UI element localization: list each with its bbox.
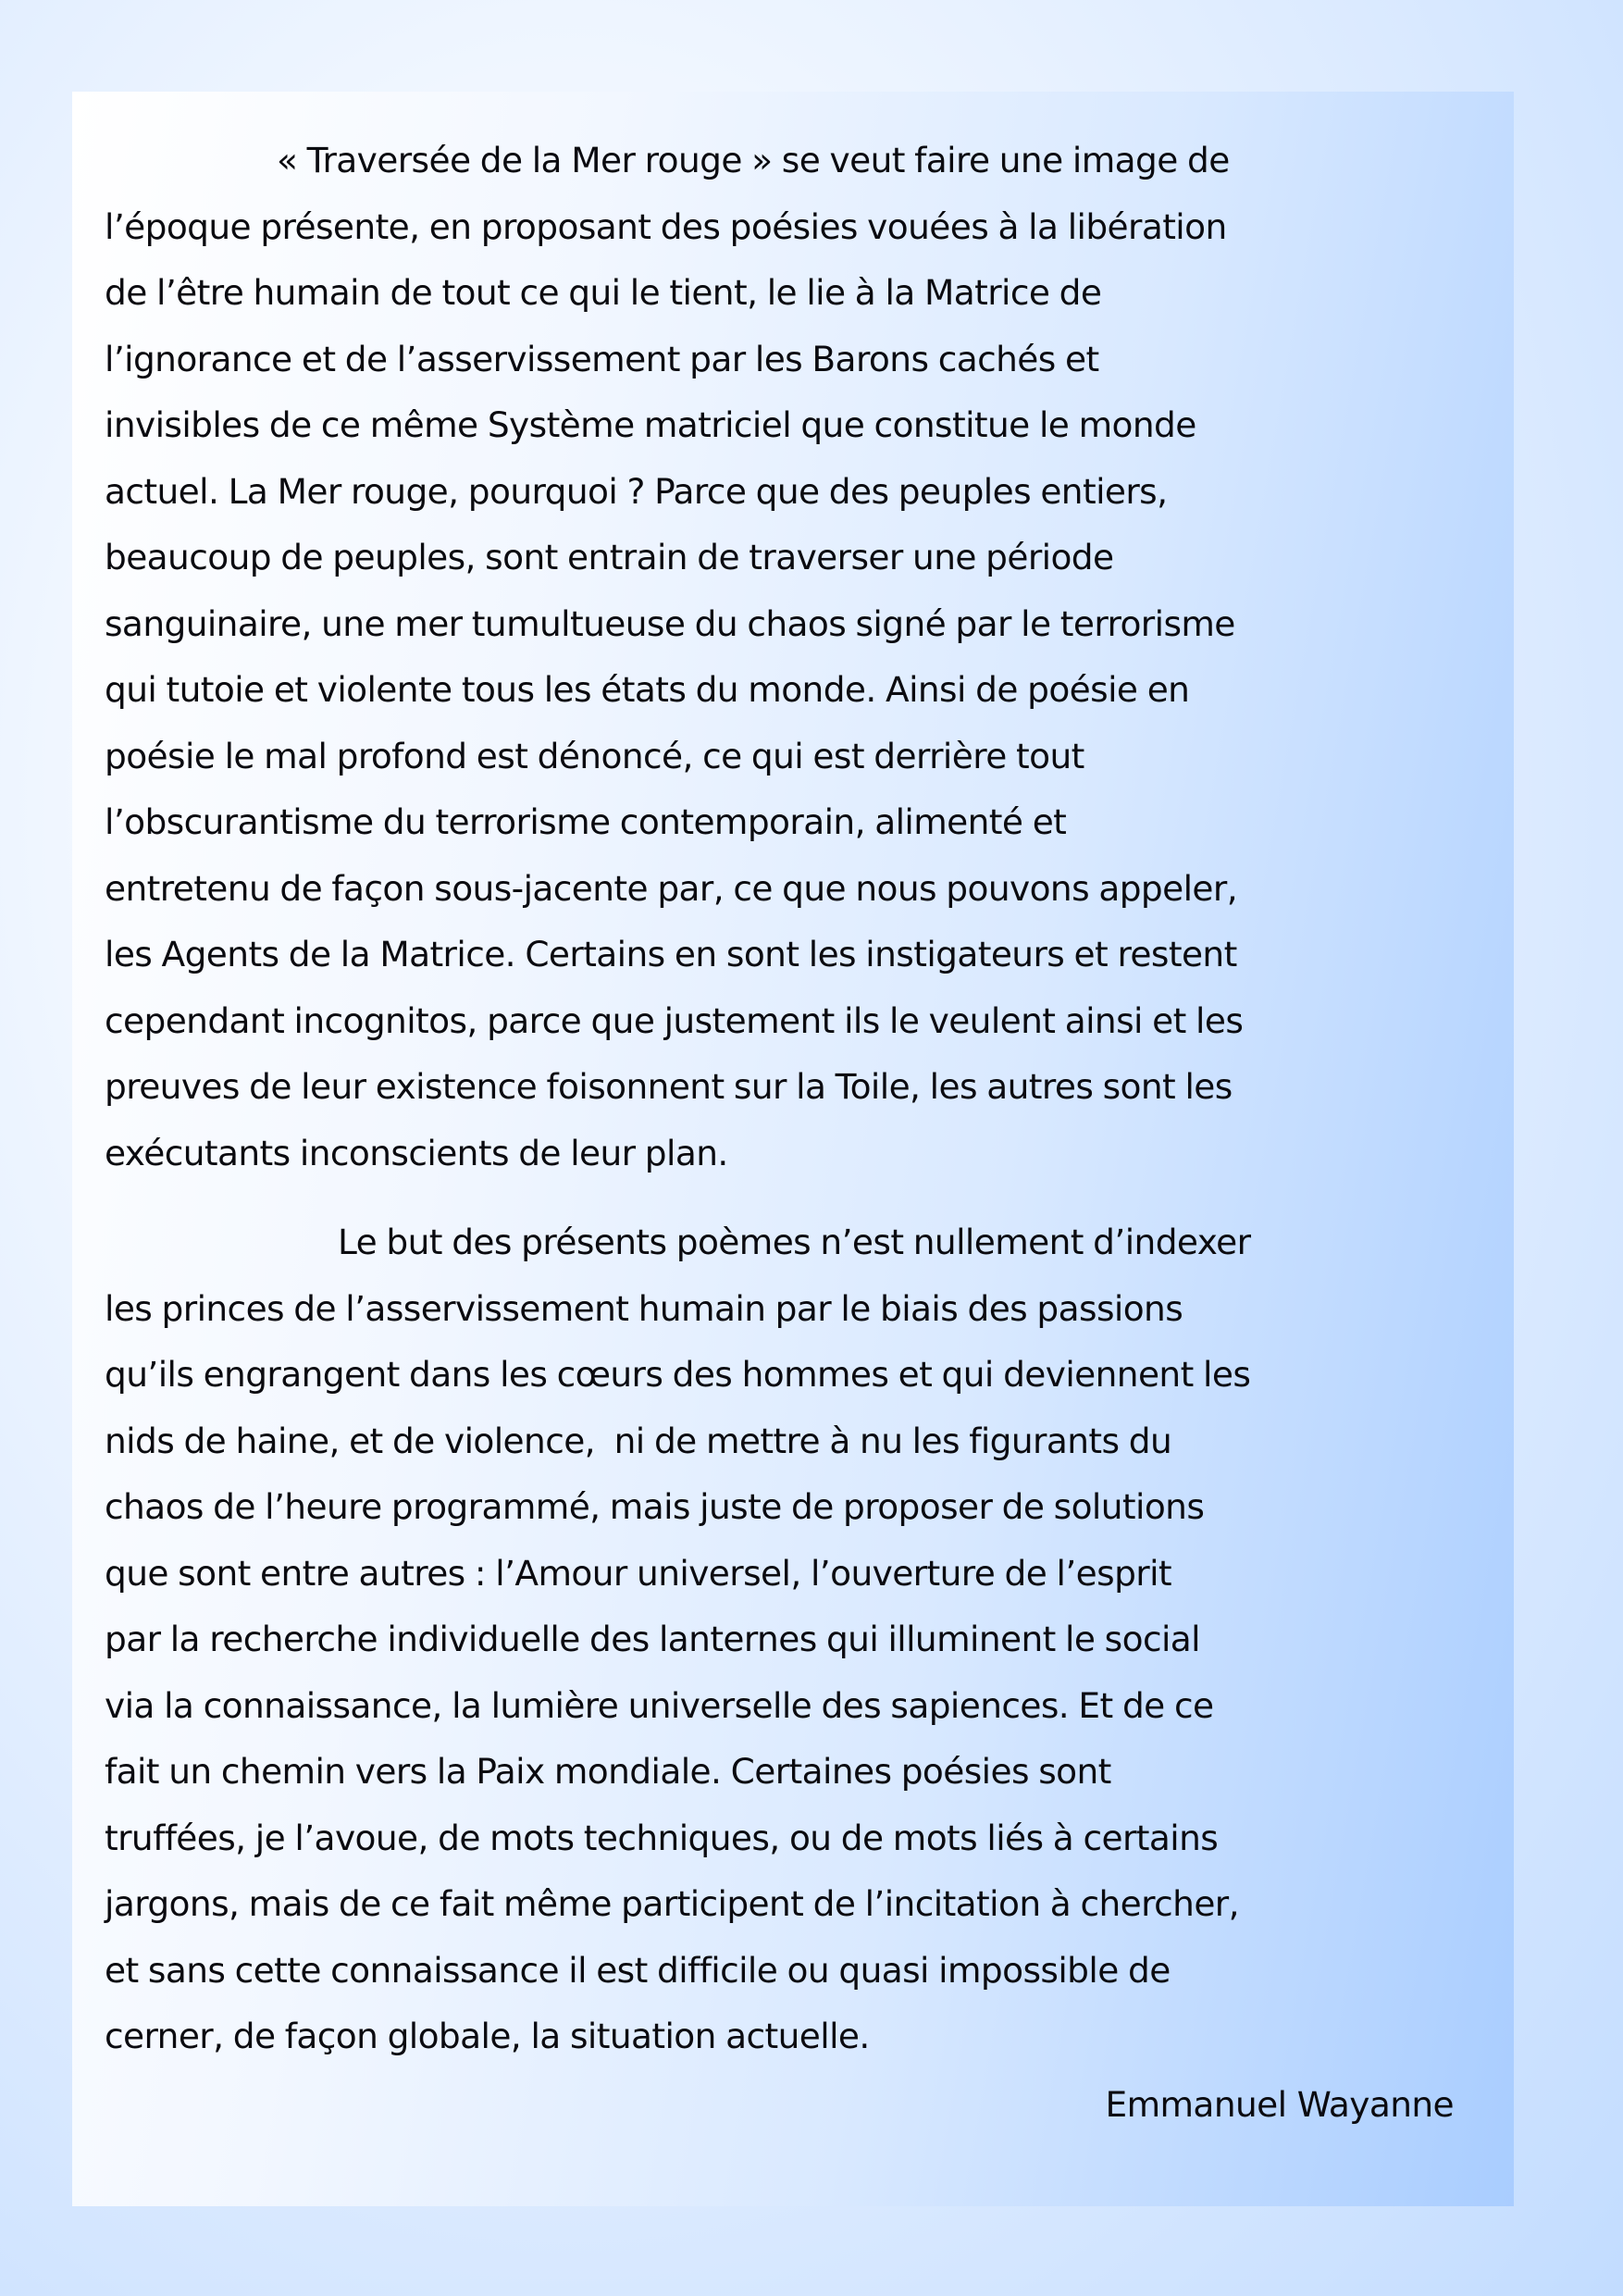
paragraph-1: [105, 128, 1243, 1186]
text-line: cependant incognitos, parce que justement ils le veulent ainsi et les: [105, 999, 1244, 1041]
text-panel: [72, 92, 1514, 2206]
text-line: cerner, de façon globale, la situation actuelle.: [105, 2016, 870, 2056]
text-line: fait un chemin vers la Paix mondiale. Certaines poésies sont: [105, 1751, 1111, 1792]
author-signature: Emmanuel Wayanne: [1105, 2084, 1454, 2125]
text-line: de l’être humain de tout ce qui le tient, le lie à la Matrice de: [105, 272, 1102, 313]
text-line: chaos de l’heure programmé, mais juste de proposer de solutions: [105, 1486, 1205, 1527]
text-line: poésie le mal profond est dénoncé, ce qui est derrière tout: [105, 735, 1084, 776]
text-line: sanguinaire, une mer tumultueuse du chaos signé par le terrorisme: [105, 602, 1235, 644]
text-line: l’ignorance et de l’asservissement par les Barons cachés et: [105, 338, 1099, 379]
text-line: et sans cette connaissance il est difficile ou quasi impossible de: [105, 1949, 1171, 1991]
text-line: beaucoup de peuples, sont entrain de traverser une période: [105, 537, 1114, 577]
text-line: que sont entre autres : l’Amour universel, l’ouverture de l’esprit: [105, 1552, 1172, 1594]
paragraph-2: [105, 1210, 1250, 2070]
text-line: les princes de l’asservissement humain par le biais des passions: [105, 1287, 1183, 1329]
text-line: exécutants inconscients de leur plan.: [105, 1132, 728, 1173]
text-line: truffées, je l’avoue, de mots techniques, ou de mots liés à certains: [105, 1817, 1219, 1858]
text-line: entretenu de façon sous-jacente par, ce que nous pouvons appeler,: [105, 867, 1238, 909]
text-line: nids de haine, et de violence, ni de mettre à nu les figurants du: [105, 1420, 1172, 1461]
text-line: par la recherche individuelle des lanternes qui illuminent le social: [105, 1619, 1200, 1659]
text-line: actuel. La Mer rouge, pourquoi ? Parce que des peuples entiers,: [105, 470, 1168, 512]
text-line: via la connaissance, la lumière universelle des sapiences. Et de ce: [105, 1684, 1214, 1726]
text-line: l’époque présente, en proposant des poésies vouées à la libération: [105, 205, 1227, 247]
text-line: qui tutoie et violente tous les états du monde. Ainsi de poésie en: [105, 669, 1190, 710]
text-line: jargons, mais de ce fait même participent de l’incitation à chercher,: [105, 1883, 1239, 1924]
text-line: Le but des présents poèmes n’est nullement d’indexer: [338, 1222, 1251, 1262]
text-line: « Traversée de la Mer rouge » se veut faire une image de: [277, 140, 1230, 180]
text-line: preuves de leur existence foisonnent sur la Toile, les autres sont les: [105, 1066, 1233, 1107]
text-line: qu’ils engrangent dans les cœurs des hommes et qui deviennent les: [105, 1354, 1251, 1395]
text-line: les Agents de la Matrice. Certains en sont les instigateurs et restent: [105, 934, 1237, 974]
text-line: l’obscurantisme du terrorisme contemporain, alimenté et: [105, 801, 1067, 842]
text-line: invisibles de ce même Système matriciel que constitue le monde: [105, 404, 1196, 445]
